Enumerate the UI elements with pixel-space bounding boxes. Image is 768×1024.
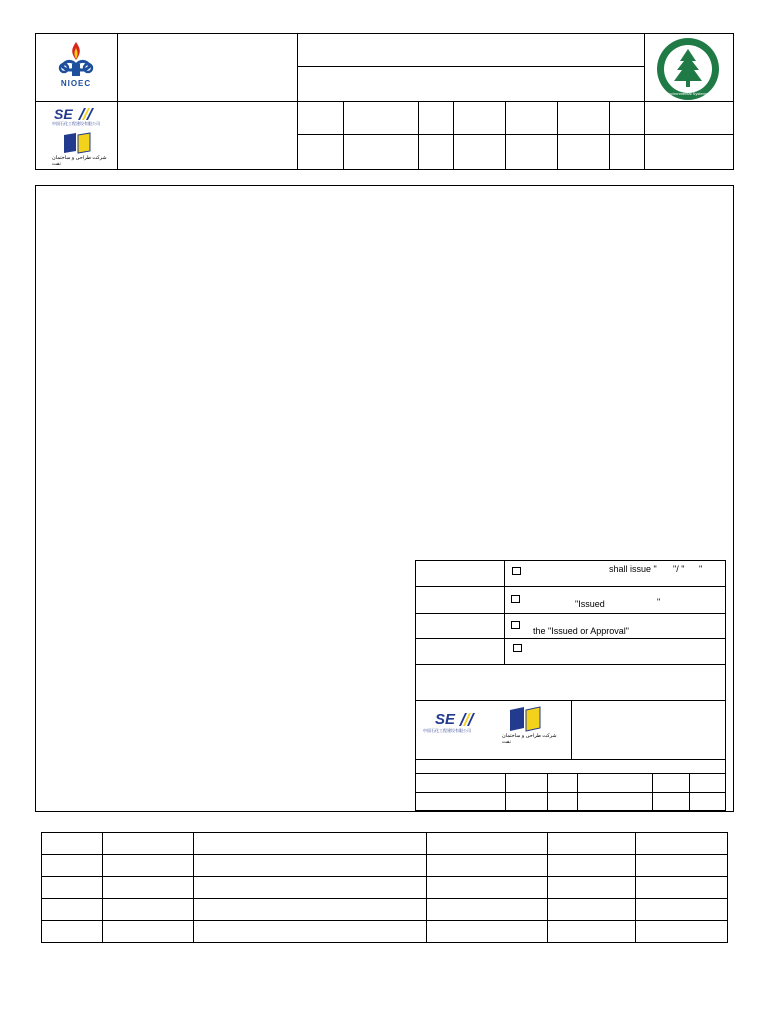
consultant-seal [656,37,720,101]
table-row [42,877,728,899]
status-row2-text-b: " [657,597,661,607]
table-cell [636,921,728,943]
doc-number-cell-divider [418,101,419,170]
status-checkbox-3[interactable] [511,621,520,629]
stamp-sei-logo [421,710,481,736]
table-cell [42,899,103,921]
header-divider [297,66,644,67]
table-cell [103,899,194,921]
table-cell [42,877,103,899]
partner-logo-caption: شرکت طراحی و ساختمان نفت [52,155,107,167]
table-cell [427,899,548,921]
table-cell [42,855,103,877]
table-cell [636,833,728,855]
nioec-logo-text: NIOEC [60,79,92,88]
header-divider [117,101,297,102]
table-cell [427,833,548,855]
table-cell [427,877,548,899]
consultant-seal-text: Environmental Systems [666,91,709,96]
table-cell [194,899,427,921]
revision-table [41,832,728,943]
table-cell [427,855,548,877]
header-divider [297,101,734,102]
table-cell [548,833,636,855]
status-checkbox-2[interactable] [511,595,520,603]
status-box-divider [689,773,690,811]
sei-logo-subtitle: 中国石化工程建设有限公司 [52,121,100,126]
status-box-divider [547,773,548,811]
status-box-divider [577,773,578,811]
doc-number-cell-divider [343,101,344,170]
table-cell [636,899,728,921]
status-box-divider [415,759,726,760]
table-cell [636,877,728,899]
header-divider [117,33,118,170]
status-box-divider [415,773,726,774]
header-divider [35,101,117,102]
status-box-divider [652,773,653,811]
table-cell [194,833,427,855]
header-divider [297,134,734,135]
table-cell [103,877,194,899]
doc-number-cell-divider [505,101,506,170]
table-cell [427,921,548,943]
status-row1-text-b: "/ " [673,564,685,574]
status-box-divider [415,638,726,639]
status-box-divider [571,700,572,759]
status-box-divider [505,773,506,811]
table-cell [548,877,636,899]
stamp-partner-logo-caption: شرکت طراحی و ساختمان نفت [502,733,557,745]
doc-number-cell-divider [453,101,454,170]
status-row1-text-c: " [699,564,703,574]
status-row2-text: "Issued [575,599,605,609]
table-cell [548,855,636,877]
nioec-logo [50,38,102,90]
table-cell [194,921,427,943]
table-cell [194,855,427,877]
status-box-divider [415,792,726,793]
table-cell [194,877,427,899]
status-box-divider [415,664,726,665]
doc-number-cell-divider [557,101,558,170]
stamp-partner-logo [500,705,560,745]
partner-logo [52,131,116,167]
status-box-divider [504,560,505,664]
status-checkbox-1[interactable] [512,567,521,575]
table-row [42,921,728,943]
table-cell [548,921,636,943]
table-cell [103,855,194,877]
status-box-divider [415,613,726,614]
table-cell [548,899,636,921]
table-row [42,833,728,855]
status-checkbox-4[interactable] [513,644,522,652]
svg-text:SE: SE [435,711,456,728]
status-box-divider [415,586,726,587]
table-cell [42,833,103,855]
doc-number-cell-divider [609,101,610,170]
sei-logo [52,106,110,130]
svg-text:SE: SE [54,106,73,122]
table-row [42,855,728,877]
table-cell [42,921,103,943]
table-cell [103,921,194,943]
table-cell [636,855,728,877]
table-row [42,899,728,921]
status-row3-text: the "Issued or Approval" [533,626,629,636]
table-cell [103,833,194,855]
stamp-sei-logo-subtitle: 中国石化工程建设有限公司 [423,728,471,733]
status-row1-text: shall issue " [609,564,657,574]
